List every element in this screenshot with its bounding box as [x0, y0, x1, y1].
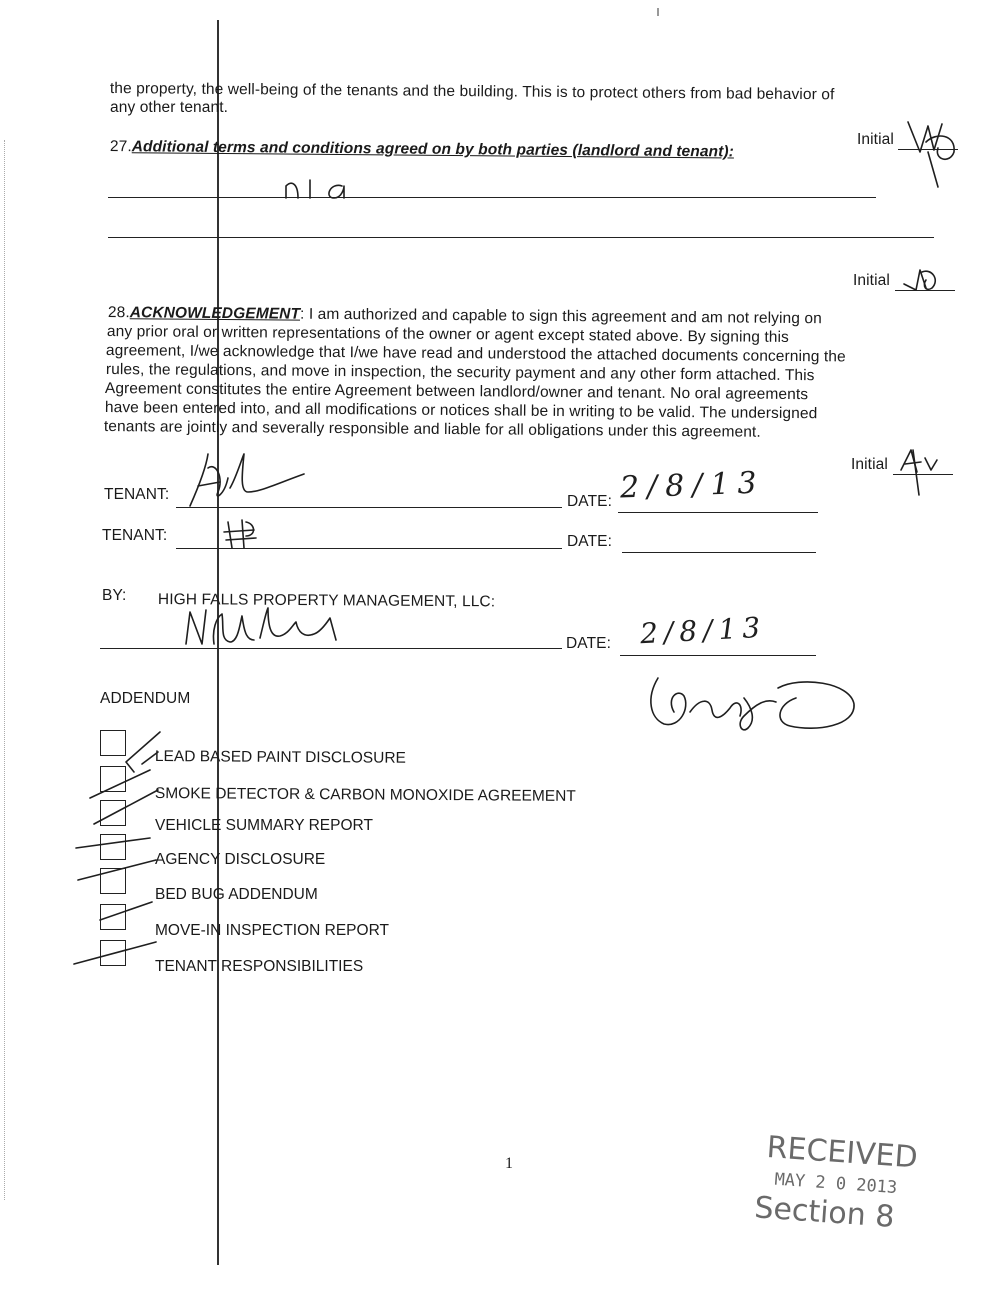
section-28-line-2: any prior oral or written representations of the owner or agent except stated above. By signing this — [106, 323, 790, 346]
section-28-line-1: 28.ACKNOWLEDGEMENT: I am authorized and capable to sign this agreement and am not relying on — [107, 304, 822, 328]
tenant-2-date-line — [622, 552, 816, 553]
addendum-title: ADDENDUM — [100, 690, 191, 707]
addendum-item-2: VEHICLE SUMMARY REPORT — [155, 817, 373, 834]
section-28-line-5: Agreement constitutes the entire Agreement between landlord/owner and tenant. No oral agreements — [104, 380, 809, 404]
company-signature-line — [100, 648, 562, 649]
company-date-value: 2/8/13 — [639, 610, 767, 651]
initial-label-27b: Initial — [853, 272, 890, 289]
tenant-1-date-line — [618, 512, 818, 513]
section-27-heading: 27.Additional terms and conditions agreed on by both parties (landlord and tenant): — [109, 138, 735, 161]
terms-line-2 — [108, 237, 934, 238]
addendum-signature — [640, 668, 860, 740]
company-date-line — [620, 655, 816, 656]
intro-line-1: the property, the well-being of the tenants and the building. This is to protect others from bad behavior of — [109, 80, 835, 104]
stamp-received: RECEIVED — [765, 1130, 919, 1176]
tenant-2-date-label: DATE: — [567, 533, 612, 550]
initial-signature-28 — [895, 440, 945, 500]
scan-top-mark — [657, 8, 659, 16]
addendum-item-3: AGENCY DISCLOSURE — [155, 851, 326, 868]
section-28-line-6: have been entered into, and all modifications or notices shall be in writing to be valid. The undersigned — [104, 399, 818, 423]
addendum-item-4: BED BUG ADDENDUM — [155, 886, 318, 903]
stamp-date: MAY 2 0 2013 — [773, 1169, 898, 1199]
section-28-line-4: rules, the regulations, and move in inspection, the security payment and any other form attached. This — [105, 361, 815, 385]
section-28-line-7: tenants are jointly and severally responsible and liable for all obligations under this agreement. — [103, 418, 761, 441]
tenant-1-label: TENANT: — [104, 486, 170, 503]
addendum-check-marks — [60, 720, 200, 980]
scan-left-edge-marks — [4, 140, 6, 1200]
section-28-line-3: agreement, I/we acknowledge that I/we have read and understood the attached documents concerning the — [105, 342, 846, 366]
stamp-section: Section 8 — [753, 1190, 896, 1235]
addendum-item-1: SMOKE DETECTOR & CARBON MONOXIDE AGREEMENT — [154, 785, 576, 805]
by-label: BY: — [102, 587, 127, 604]
page-number: 1 — [505, 1155, 513, 1172]
intro-line-2: any other tenant. — [110, 99, 229, 116]
tenant-1-signature — [180, 448, 320, 518]
company-signature — [180, 604, 380, 652]
tenant-1-date-value: 2/8/13 — [619, 465, 766, 506]
tenant-1-date-label: DATE: — [567, 493, 612, 510]
handwritten-na — [282, 176, 362, 204]
addendum-item-6: TENANT RESPONSIBILITIES — [155, 958, 364, 975]
initial-label-28: Initial — [851, 456, 888, 473]
tenant-2-label: TENANT: — [102, 527, 168, 544]
initial-label-27a: Initial — [857, 131, 894, 148]
initial-signature-27b — [898, 262, 948, 298]
initial-signature-27a — [898, 112, 968, 192]
received-stamp — [753, 1130, 919, 1236]
addendum-item-5: MOVE-IN INSPECTION REPORT — [155, 922, 389, 939]
company-date-label: DATE: — [566, 635, 611, 652]
terms-line-1 — [108, 197, 876, 198]
addendum-item-0: LEAD BASED PAINT DISCLOSURE — [154, 748, 406, 767]
company-name: HIGH FALLS PROPERTY MANAGEMENT, LLC: — [157, 591, 496, 611]
tenant-2-initials — [222, 514, 262, 554]
